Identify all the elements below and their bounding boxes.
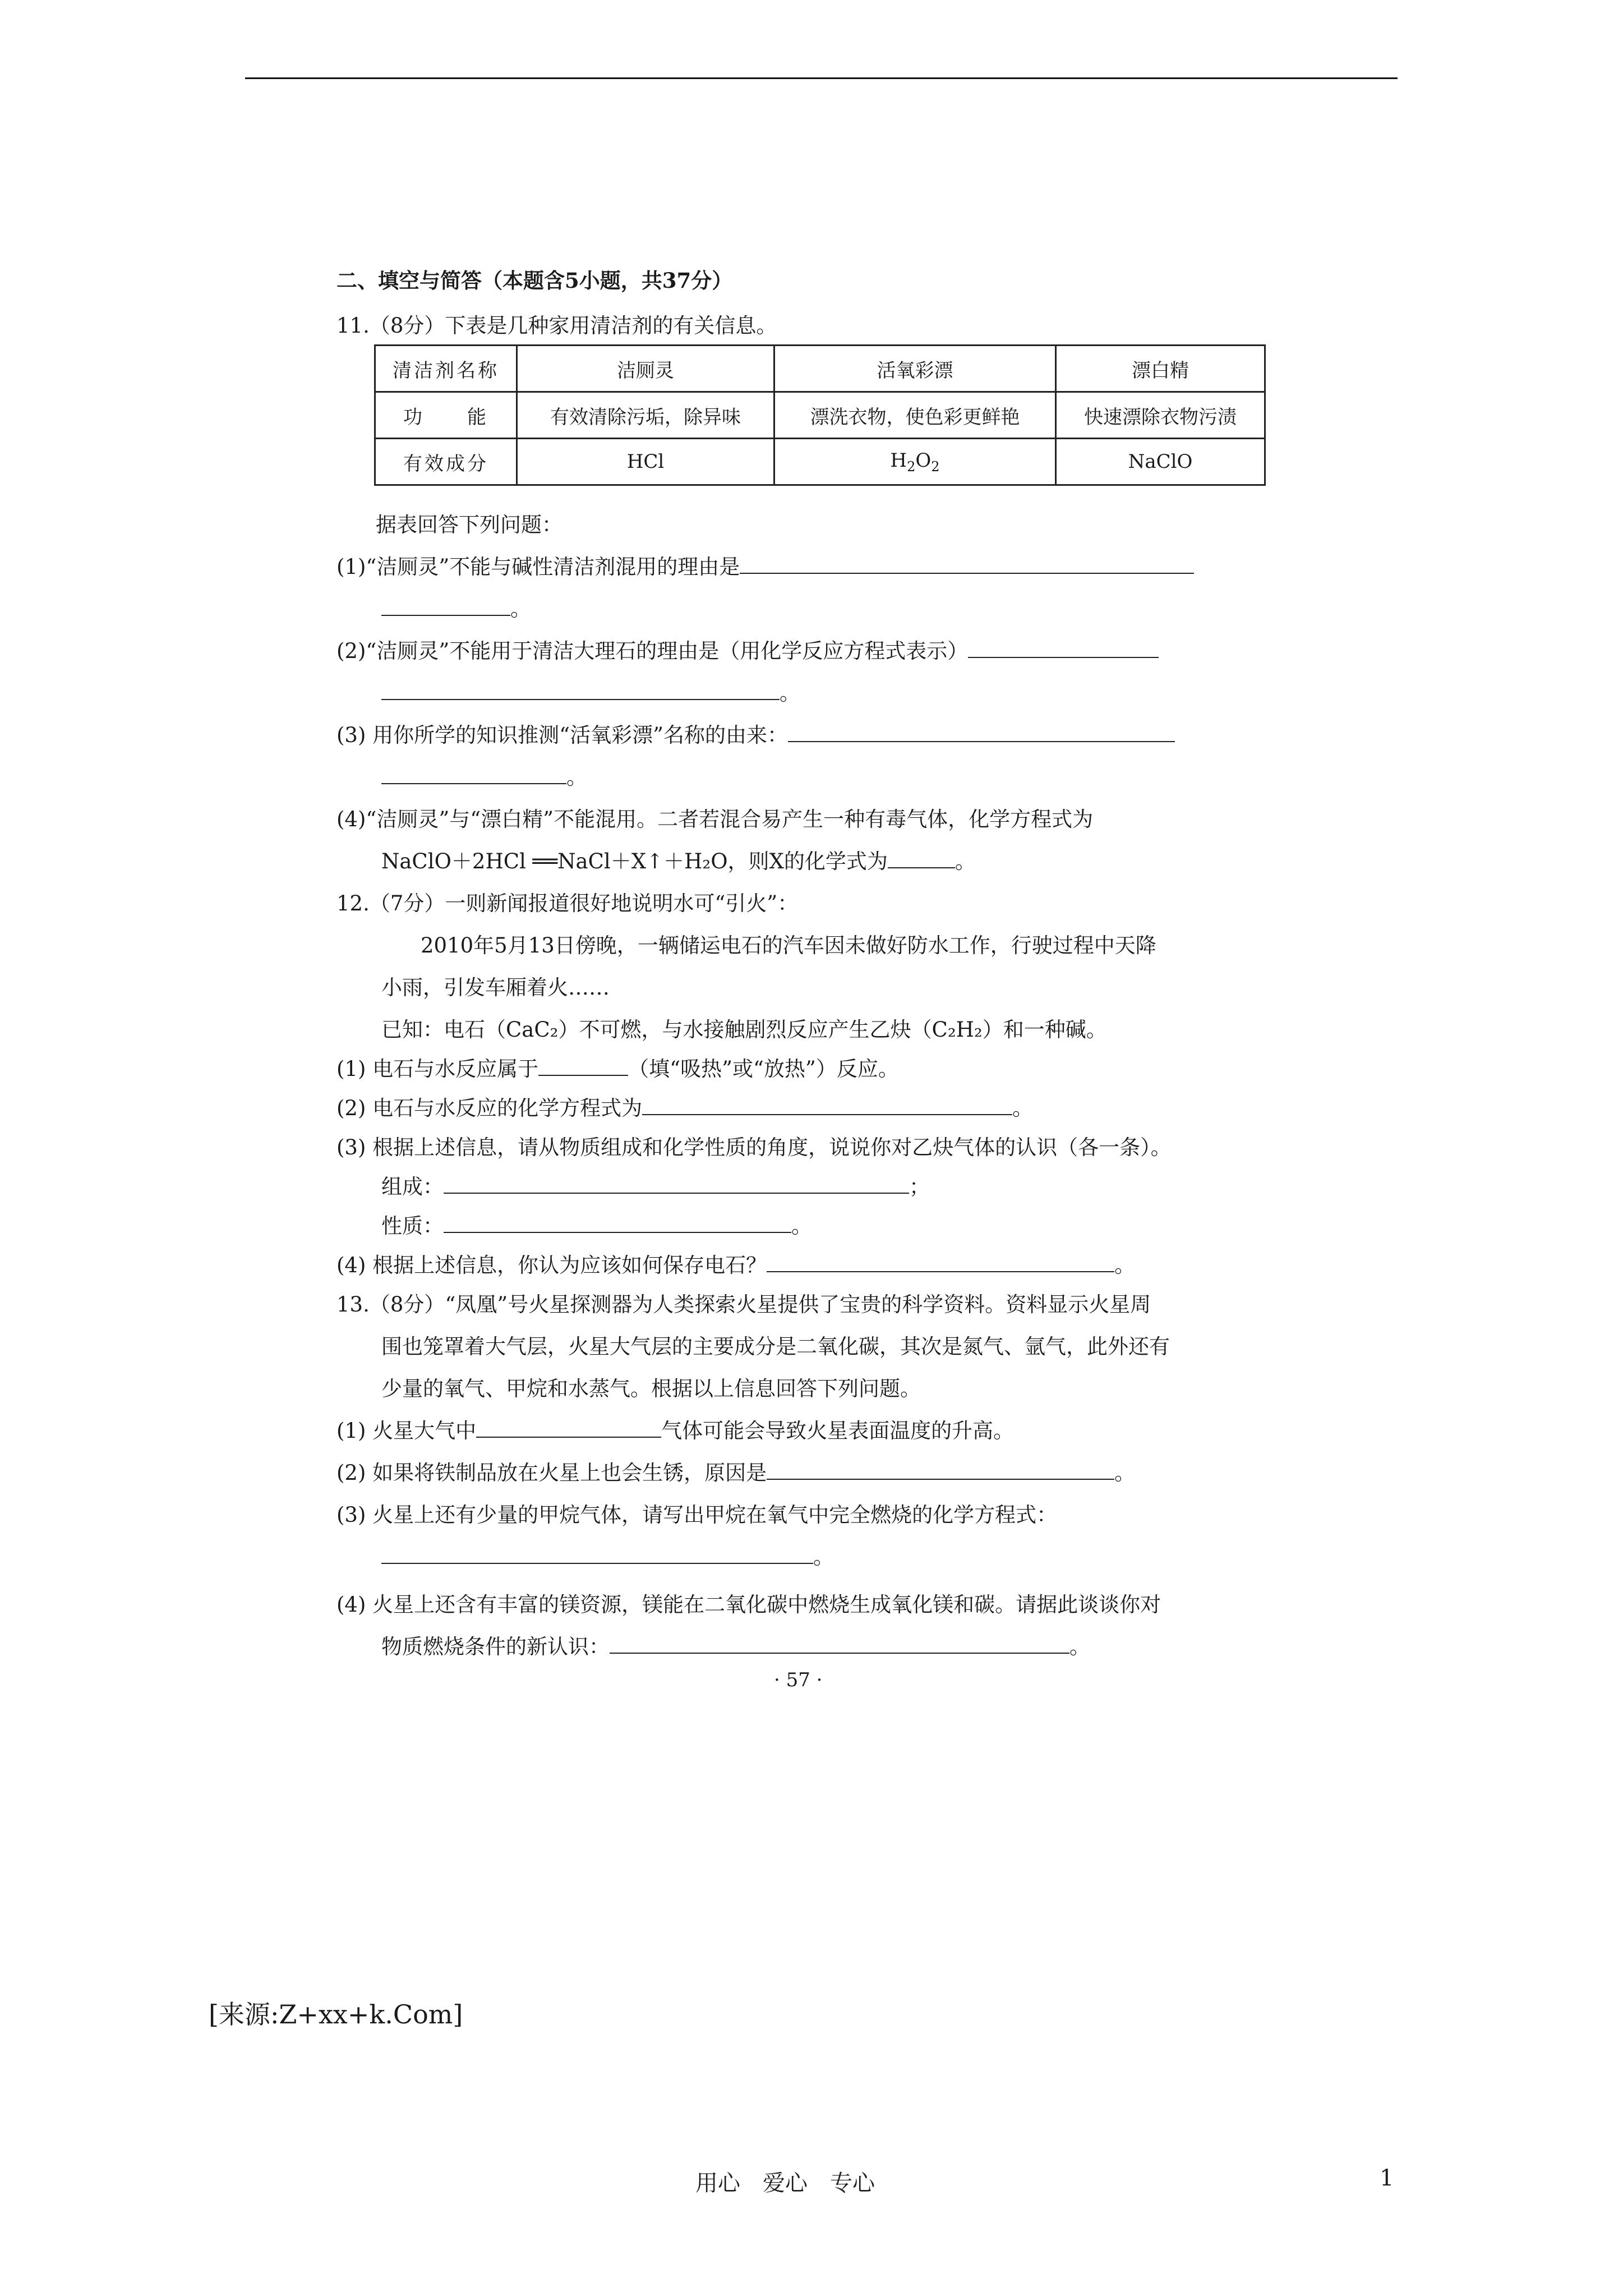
cleaner-table	[374, 344, 1266, 486]
q11-s1-text: (1)“洁厕灵”不能与碱性清洁剂混用的理由是	[336, 555, 740, 579]
answer-blank[interactable]	[642, 1095, 1012, 1115]
table-row	[375, 392, 1265, 439]
q12-s3-comp	[381, 1170, 930, 1200]
q11-s4-a: (4)“洁厕灵”与“漂白精”不能混用。二者若混合易产生一种有毒气体，化学方程式为	[336, 807, 1094, 831]
answer-blank[interactable]	[381, 764, 566, 784]
q13-intro-1: 13.（8分）“凤凰”号火星探测器为人类探索火星提供了宝贵的科学资料。资料显示火星周	[336, 1292, 1151, 1317]
q12-s1-a: (1) 电石与水反应属于	[336, 1057, 539, 1081]
answer-blank[interactable]	[381, 1544, 813, 1564]
q12-s1-b: （填“吸热”或“放热”）反应。	[628, 1057, 899, 1081]
table-cell: 清洁剂名称	[375, 346, 517, 392]
answer-blank[interactable]	[444, 1174, 909, 1194]
answer-blank[interactable]	[767, 1252, 1114, 1272]
answer-blank[interactable]	[538, 1056, 628, 1076]
q11-prompt: 据表回答下列问题：	[376, 513, 562, 537]
q11-s2-cont	[381, 676, 800, 706]
q11-s3-cont	[381, 760, 587, 790]
table-cell: 有效清除污垢，除异味	[517, 392, 774, 439]
q13-intro-2: 围也笼罩着大气层，火星大气层的主要成分是二氧化碳，其次是氮气、氩气，此外还有	[381, 1335, 1170, 1359]
table-cell: 漂洗衣物，使色彩更鲜艳	[774, 392, 1055, 439]
q11-s1	[336, 550, 1194, 580]
table-cell: 活氧彩漂	[774, 346, 1055, 392]
q13-s1-a: (1) 火星大气中	[336, 1419, 477, 1443]
q13-s2	[336, 1456, 1135, 1486]
q12-s4-end: 。	[1114, 1253, 1136, 1277]
q13-s2-end: 。	[1114, 1461, 1136, 1485]
answer-blank[interactable]	[381, 596, 510, 616]
q12-intro: 12.（7分）一则新闻报道很好地说明水可“引火”：	[336, 891, 799, 915]
footer-center: 用心 爱心 专心	[695, 2170, 875, 2196]
answer-blank[interactable]	[968, 638, 1159, 658]
table-cell: 洁厕灵	[517, 346, 774, 392]
q12-s4	[336, 1248, 1135, 1278]
printed-page-number: · 57 ·	[774, 1669, 823, 1691]
q13-s2-text: (2) 如果将铁制品放在火星上也会生锈，原因是	[336, 1461, 767, 1485]
table-cell: 快速漂除衣物污渍	[1055, 392, 1265, 439]
q13-s4-b	[381, 1630, 1090, 1660]
q12-news-2: 小雨，引发车厢着火……	[381, 976, 610, 1000]
q11-s2-text: (2)“洁厕灵”不能用于清洁大理石的理由是（用化学反应方程式表示）	[336, 639, 969, 663]
q12-s2	[336, 1091, 1033, 1121]
q12-s2-end: 。	[1012, 1096, 1034, 1120]
q11-s1-cont	[381, 592, 531, 622]
answer-blank[interactable]	[381, 680, 780, 700]
q11-intro: 11.（8分）下表是几种家用清洁剂的有关信息。	[336, 314, 777, 338]
q12-s3-prop-label: 性质：	[381, 1214, 444, 1238]
table-cell: 漂白精	[1055, 346, 1265, 392]
answer-blank[interactable]	[476, 1418, 661, 1438]
q11-s2	[336, 634, 1159, 664]
q13-s3-cont	[381, 1540, 834, 1570]
q12-s4-text: (4) 根据上述信息，你认为应该如何保存电石？	[336, 1253, 767, 1277]
q13-s4-b-text: 物质燃烧条件的新认识：	[381, 1635, 610, 1659]
formula-part: H	[890, 449, 907, 472]
q12-s2-text: (2) 电石与水反应的化学方程式为	[336, 1096, 643, 1120]
table-row	[375, 439, 1265, 485]
q11-s2-end: 。	[780, 681, 800, 705]
q13-s3-end: 。	[813, 1545, 834, 1569]
formula-subscript: 2	[907, 458, 916, 475]
answer-blank[interactable]	[740, 554, 1194, 574]
q12-s3-prop-end: 。	[791, 1214, 812, 1238]
q11-s4-end: 。	[955, 849, 976, 873]
q13-s1-b: 气体可能会导致火星表面温度的升高。	[661, 1419, 1015, 1443]
section-header: 二、填空与简答（本题含5小题，共37分）	[336, 268, 733, 293]
table-cell: HCl	[517, 439, 774, 485]
table-row	[375, 346, 1265, 392]
table-cell	[774, 439, 1055, 485]
source-label: [来源:Z+xx+k.Com]	[209, 1999, 463, 2030]
q11-s3	[336, 718, 1175, 748]
q13-intro-3: 少量的氧气、甲烷和水蒸气。根据以上信息回答下列问题。	[381, 1377, 921, 1401]
q13-s4-end: 。	[1069, 1635, 1090, 1659]
q12-s3-comp-end: ；	[909, 1175, 930, 1199]
answer-blank[interactable]	[610, 1634, 1069, 1654]
q11-s3-text: (3) 用你所学的知识推测“活氧彩漂”名称的由来：	[336, 723, 789, 747]
footer-page-number: 1	[1380, 2165, 1394, 2191]
q11-s1-end: 。	[510, 597, 531, 621]
table-cell: NaClO	[1055, 439, 1265, 485]
q11-s3-end: 。	[566, 765, 587, 789]
q13-s1	[336, 1414, 1014, 1444]
answer-blank[interactable]	[767, 1460, 1114, 1480]
q13-s4-a: (4) 火星上还含有丰富的镁资源，镁能在二氧化碳中燃烧生成氧化镁和碳。请据此谈谈你对	[336, 1593, 1161, 1617]
q12-news-1: 2010年5月13日傍晚，一辆储运电石的汽车因未做好防水工作，行驶过程中天降	[421, 933, 1156, 958]
answer-blank[interactable]	[444, 1213, 791, 1233]
answer-blank[interactable]	[888, 848, 955, 868]
q12-known: 已知：电石（CaC₂）不可燃，与水接触剧烈反应产生乙炔（C₂H₂）和一种碱。	[381, 1018, 1107, 1042]
table-cell: 有效成分	[375, 439, 517, 485]
q12-s3-comp-label: 组成：	[381, 1175, 444, 1199]
q12-s3-prop	[381, 1209, 812, 1239]
q12-s3: (3) 根据上述信息，请从物质组成和化学性质的角度，说说你对乙炔气体的认识（各一条）。	[336, 1135, 1172, 1159]
formula-part: O	[915, 449, 932, 472]
table-cell: 功 能	[375, 392, 517, 439]
header-rule	[245, 77, 1398, 79]
q12-s1	[336, 1052, 899, 1082]
q11-s4-b	[381, 844, 976, 875]
q11-s4-b-text: NaClO＋2HCl ══NaCl＋X↑＋H₂O，则X的化学式为	[381, 849, 888, 873]
formula-subscript: 2	[931, 458, 940, 475]
q13-s3: (3) 火星上还有少量的甲烷气体，请写出甲烷在氧气中完全燃烧的化学方程式：	[336, 1503, 1058, 1527]
answer-blank[interactable]	[788, 722, 1175, 742]
